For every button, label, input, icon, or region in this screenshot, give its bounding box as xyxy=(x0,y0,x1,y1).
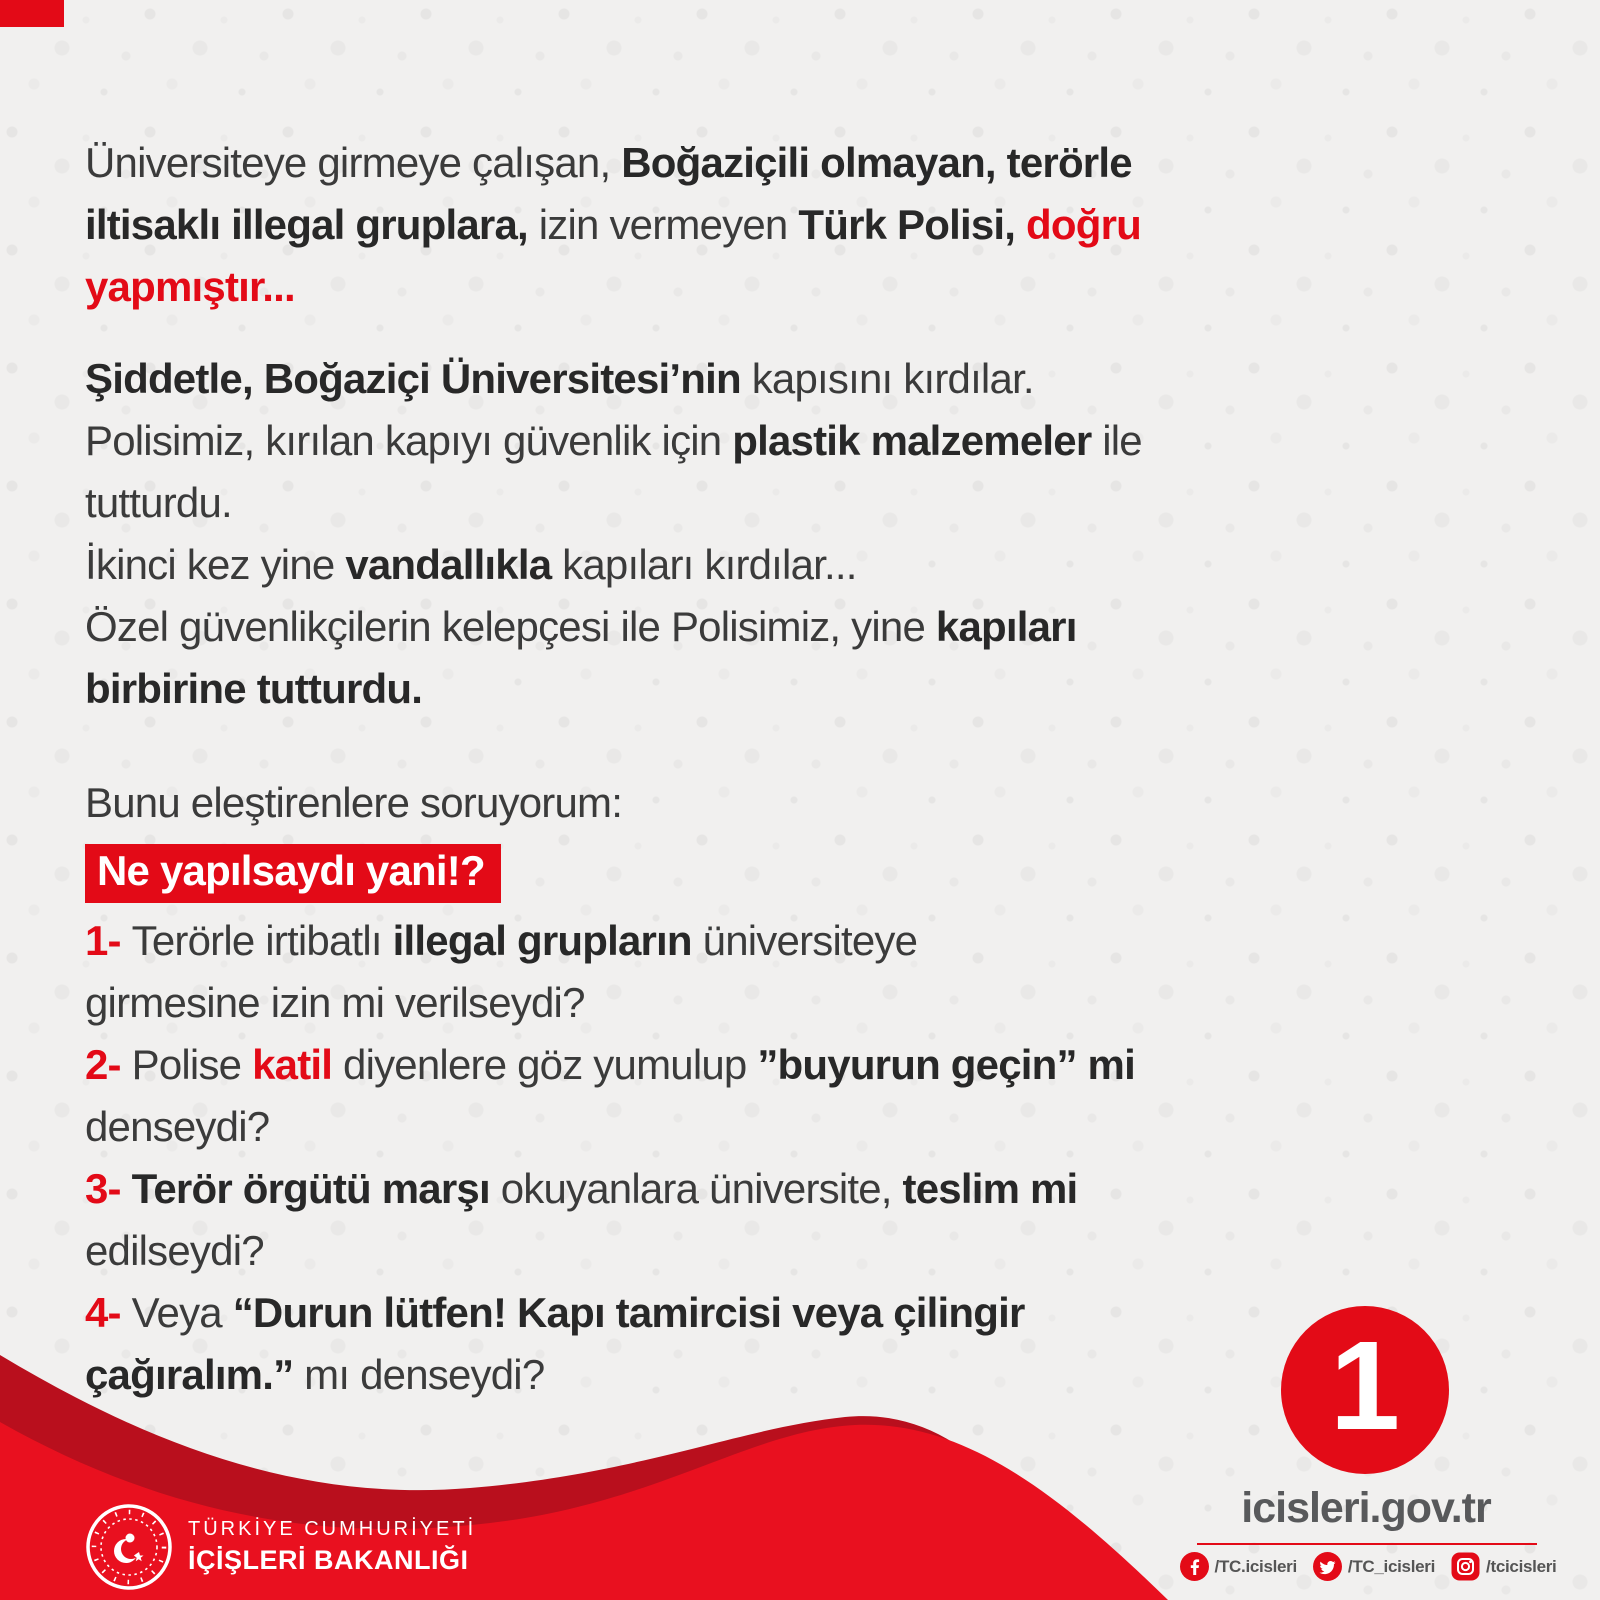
text-segment: izin vermeyen xyxy=(538,201,799,248)
text-segment: Özel güvenlikçilerin kelepçesi ile Polisimiz, yine xyxy=(85,603,936,650)
text-line xyxy=(85,910,1473,972)
text-segment: Türk Polisi, xyxy=(798,201,1027,248)
twitter-handle: /TC_icisleri xyxy=(1347,1556,1436,1576)
text-segment: kapıları kırdılar... xyxy=(562,541,857,588)
tc-icisleri-seal-icon xyxy=(84,1502,174,1592)
text-segment: tutturdu. xyxy=(85,479,232,526)
text-segment: kapısını kırdılar. xyxy=(751,355,1034,402)
text-segment: ”buyurun geçin” mi xyxy=(757,1041,1135,1088)
text-line xyxy=(85,658,1473,720)
text-line xyxy=(85,840,1473,902)
instagram-handle: /tcicisleri xyxy=(1486,1556,1557,1576)
text-segment: İkinci kez yine xyxy=(85,541,346,588)
text-segment: Polise xyxy=(131,1041,253,1088)
text-segment: okuyanlara üniversite, xyxy=(500,1165,903,1212)
ministry-line2: İÇİŞLERİ BAKANLIĞI xyxy=(188,1545,469,1575)
text-line xyxy=(85,194,1473,256)
page-number-badge xyxy=(1281,1306,1449,1474)
text-segment: Üniversiteye girmeye çalışan, xyxy=(85,139,622,186)
text-segment: Terörle irtibatlı xyxy=(131,917,393,964)
text-line xyxy=(85,534,1473,596)
social-row xyxy=(1178,1552,1558,1581)
text-segment: Bunu eleştirenlere soruyorum: xyxy=(85,779,623,826)
divider xyxy=(1197,1543,1537,1545)
ministry-name xyxy=(188,1518,476,1576)
text-segment: Ne yapılsaydı yani!? xyxy=(85,844,501,903)
text-segment: 2- xyxy=(85,1041,132,1088)
text-segment: Terör örgütü marşı xyxy=(131,1165,501,1212)
text-line xyxy=(85,596,1473,658)
text-segment: mı denseydi? xyxy=(304,1351,545,1398)
facebook-icon xyxy=(1180,1552,1209,1581)
text-segment: “Durun lütfen! Kapı tamircisi veya çilingir xyxy=(232,1289,1025,1336)
twitter-icon xyxy=(1313,1552,1342,1581)
text-segment: katil xyxy=(252,1041,344,1088)
social-instagram[interactable] xyxy=(1451,1552,1556,1581)
text-segment: ile xyxy=(1102,417,1142,464)
instagram-icon xyxy=(1451,1552,1480,1581)
page-number: 1 xyxy=(1329,1315,1401,1456)
text-line xyxy=(85,1158,1473,1220)
social-facebook[interactable] xyxy=(1180,1552,1297,1581)
facebook-handle: /TC.icisleri xyxy=(1214,1556,1297,1576)
text-segment: edilseydi? xyxy=(85,1227,264,1274)
text-line xyxy=(85,410,1473,472)
text-segment: plastik malzemeler xyxy=(732,417,1103,464)
text-segment: girmesine izin mi verilseydi? xyxy=(85,979,585,1026)
text-segment: teslim mi xyxy=(902,1165,1078,1212)
text-segment: yapmıştır... xyxy=(85,263,295,310)
text-line xyxy=(85,256,1473,318)
text-line xyxy=(85,348,1473,410)
text-segment: Polisimiz, kırılan kapıyı güvenlik için xyxy=(85,417,733,464)
text-segment: illegal grupların xyxy=(392,917,703,964)
text-segment: doğru xyxy=(1026,201,1141,248)
text-segment: 4- xyxy=(85,1289,132,1336)
ministry-line1: TÜRKİYE CUMHURİYETİ xyxy=(188,1518,477,1540)
text-line xyxy=(85,772,1473,834)
text-segment: Boğaziçili olmayan, terörle xyxy=(621,139,1132,186)
text-line xyxy=(85,1096,1473,1158)
text-line xyxy=(85,1220,1473,1282)
text-line xyxy=(85,972,1473,1034)
text-segment: diyenlere göz yumulup xyxy=(343,1041,758,1088)
corner-accent xyxy=(0,0,64,27)
text-segment: 1- xyxy=(85,917,132,964)
text-segment: iltisaklı illegal gruplara, xyxy=(85,201,539,248)
text-segment: 3- xyxy=(85,1165,132,1212)
website-url[interactable]: icisleri.gov.tr xyxy=(1241,1484,1491,1532)
body-text xyxy=(85,132,1473,1406)
text-segment: Veya xyxy=(131,1289,233,1336)
text-segment: birbirine tutturdu. xyxy=(85,665,423,712)
text-line xyxy=(85,472,1473,534)
text-segment: üniversiteye xyxy=(702,917,918,964)
text-line xyxy=(85,1034,1473,1096)
social-twitter[interactable] xyxy=(1313,1552,1435,1581)
text-segment: kapıları xyxy=(935,603,1077,650)
text-segment: vandallıkla xyxy=(345,541,563,588)
text-segment: Şiddetle, Boğaziçi Üniversitesi’nin xyxy=(85,355,752,402)
text-line xyxy=(85,132,1473,194)
text-segment: denseydi? xyxy=(85,1103,270,1150)
text-segment: çağıralım.” xyxy=(85,1351,305,1398)
